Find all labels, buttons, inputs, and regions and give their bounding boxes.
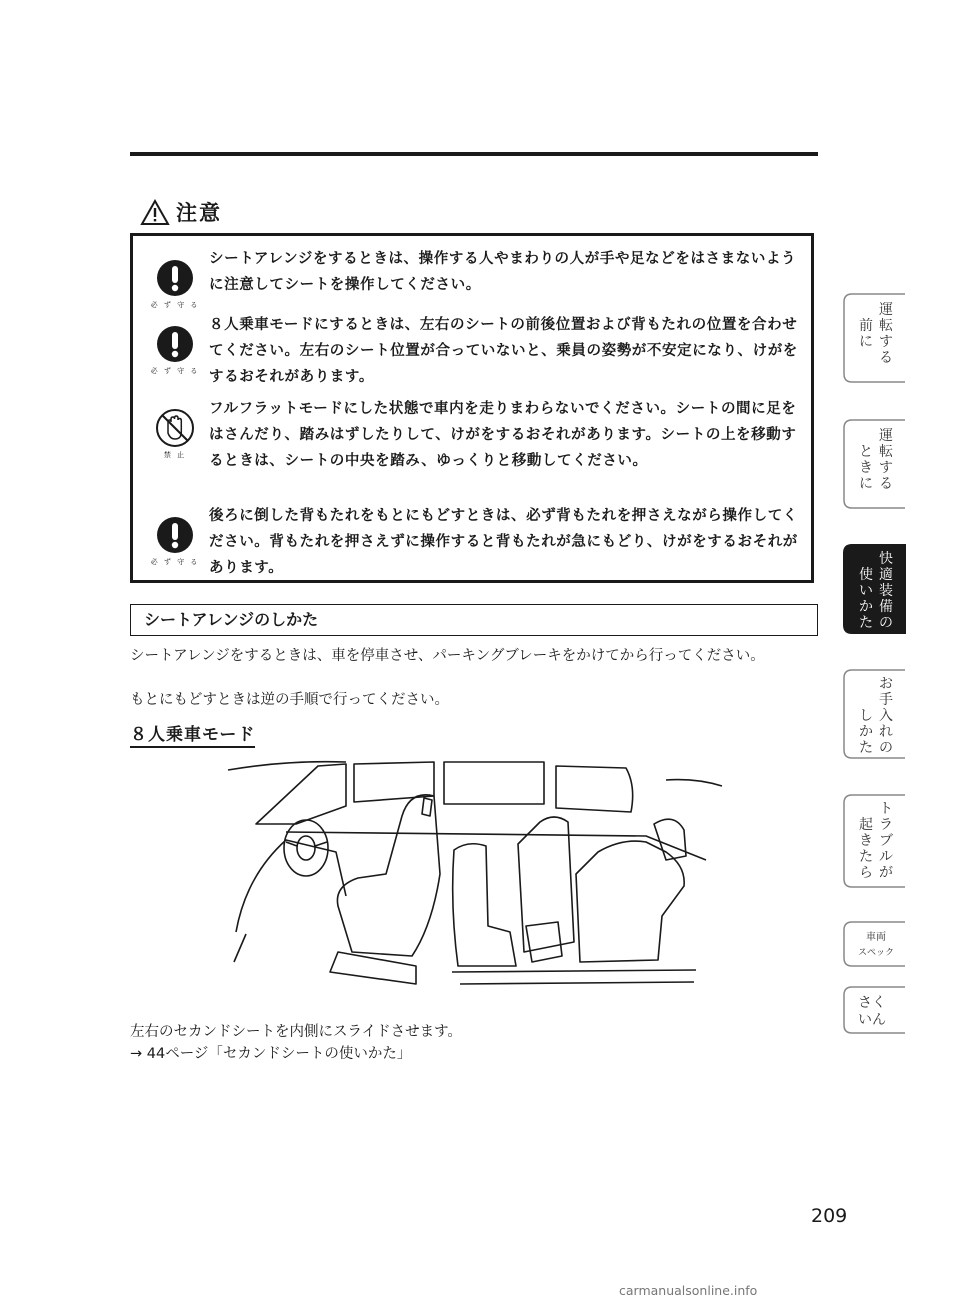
side-tab-driving-before[interactable] <box>842 292 906 388</box>
svg-text:が: が <box>879 865 893 881</box>
caution-text: 後ろに倒した背もたれをもとにもどすときは、必ず背もたれを押さえながら操作してください。背もたれを押さえずに操作すると背もたれが急にもどり、けがをするおそれがあります。 <box>209 508 798 576</box>
svg-text:き: き <box>859 460 873 476</box>
caution-heading <box>140 197 222 227</box>
svg-text:ラ: ラ <box>879 817 893 833</box>
svg-text:お: お <box>879 676 893 692</box>
tab-shape <box>842 985 906 1035</box>
svg-text:転: 転 <box>879 318 893 334</box>
svg-text:いん: いん <box>858 1012 886 1028</box>
side-tab-care[interactable] <box>842 668 906 764</box>
svg-text:運: 運 <box>879 428 893 444</box>
tab-shape <box>842 668 906 760</box>
svg-text:い: い <box>859 583 873 599</box>
svg-text:手: 手 <box>879 692 893 708</box>
svg-text:の: の <box>879 615 893 631</box>
svg-text:か: か <box>859 599 873 615</box>
must-do-icon <box>155 324 195 364</box>
side-tab-driving-during[interactable] <box>842 418 906 514</box>
section-title: シートアレンジのしかた <box>130 604 818 636</box>
side-tab-trouble[interactable] <box>842 793 906 893</box>
prohibited-hand-icon <box>155 408 195 448</box>
must-do-icon <box>155 258 195 298</box>
section-paragraph: シートアレンジをするときは、車を停車させ、パーキングブレーキをかけてから行ってください。 <box>130 648 765 664</box>
tab-shape-active <box>842 543 906 635</box>
svg-text:入: 入 <box>879 708 893 724</box>
caution-title: 注意 <box>176 201 222 225</box>
svg-text:か: か <box>859 724 873 740</box>
caution-text: シートアレンジをするときは、操作する人やまわりの人が手や足などをはさまないように注意してシートを操作してください。 <box>209 251 797 293</box>
svg-text:に: に <box>859 476 873 492</box>
caution-box <box>130 233 814 583</box>
tab-shape <box>842 292 906 384</box>
side-tab-index[interactable] <box>842 985 906 1039</box>
section-paragraph: もとにもどすときは逆の手順で行ってください。 <box>130 692 449 708</box>
icon-label: 禁 止 <box>163 451 187 459</box>
caution-text: フルフラットモードにした状態で車内を走りまわらないでください。シートの間に足をはさんだり、踏みはずしたりして、けがをするおそれがあります。シートの上を移動するときは、シートの中央を踏み、ゆっくりと移動してください。 <box>209 401 797 469</box>
side-tab-vehicle-spec[interactable] <box>842 920 906 972</box>
svg-text:使: 使 <box>859 567 873 583</box>
svg-text:た: た <box>859 740 873 756</box>
footer-watermark: carmanualsonline.info <box>619 1283 758 1298</box>
svg-text:れ: れ <box>879 724 893 740</box>
caution-item <box>147 503 799 581</box>
caution-item <box>147 312 799 390</box>
mode-title: ８人乗車モード <box>130 720 255 748</box>
svg-text:スペック: スペック <box>857 948 895 958</box>
icon-label: 必 ず 守 る <box>150 367 200 375</box>
caution-item <box>147 396 799 474</box>
top-rule <box>130 152 818 156</box>
svg-text:車両: 車両 <box>866 932 886 943</box>
svg-text:き: き <box>859 833 873 849</box>
svg-text:す: す <box>879 460 893 476</box>
svg-text:し: し <box>859 708 873 724</box>
page-number: 209 <box>811 1205 848 1227</box>
svg-text:装: 装 <box>879 583 893 599</box>
svg-text:ブ: ブ <box>879 833 893 849</box>
svg-text:前: 前 <box>859 318 873 334</box>
svg-text:た: た <box>859 615 873 631</box>
caution-item <box>147 246 799 309</box>
svg-text:さく: さく <box>858 995 886 1011</box>
car-interior-illustration <box>226 756 728 1006</box>
svg-text:備: 備 <box>879 599 893 615</box>
mode-reference-link[interactable]: → 44ページ「セカンドシートの使いかた」 <box>130 1046 412 1062</box>
svg-text:た: た <box>859 849 873 865</box>
must-do-icon <box>155 515 195 555</box>
caution-text: ８人乗車モードにするときは、左右のシートの前後位置および背もたれの位置を合わせてください。左右のシート位置が合っていないと、乗員の姿勢が不安定になり、けがをするおそれがあります。 <box>209 317 798 385</box>
svg-text:運: 運 <box>879 302 893 318</box>
svg-text:快: 快 <box>879 551 893 567</box>
svg-text:に: に <box>859 334 873 350</box>
svg-text:る: る <box>879 476 893 492</box>
svg-text:適: 適 <box>879 567 893 583</box>
svg-text:起: 起 <box>859 817 873 833</box>
svg-text:ら: ら <box>859 865 873 881</box>
svg-text:ト: ト <box>879 801 893 817</box>
icon-label: 必 ず 守 る <box>150 558 200 566</box>
tab-shape <box>842 418 906 510</box>
mode-description: 左右のセカンドシートを内側にスライドさせます。 <box>130 1024 462 1040</box>
warning-triangle-icon <box>140 199 170 226</box>
svg-text:ル: ル <box>879 849 893 865</box>
side-tab-comfort-equipment[interactable] <box>842 543 906 639</box>
icon-label: 必 ず 守 る <box>150 301 200 309</box>
tab-shape <box>842 920 906 968</box>
svg-text:と: と <box>859 444 873 460</box>
svg-text:す: す <box>879 334 893 350</box>
svg-text:転: 転 <box>879 444 893 460</box>
svg-text:の: の <box>879 740 893 756</box>
svg-text:る: る <box>879 350 893 366</box>
tab-shape <box>842 793 906 889</box>
